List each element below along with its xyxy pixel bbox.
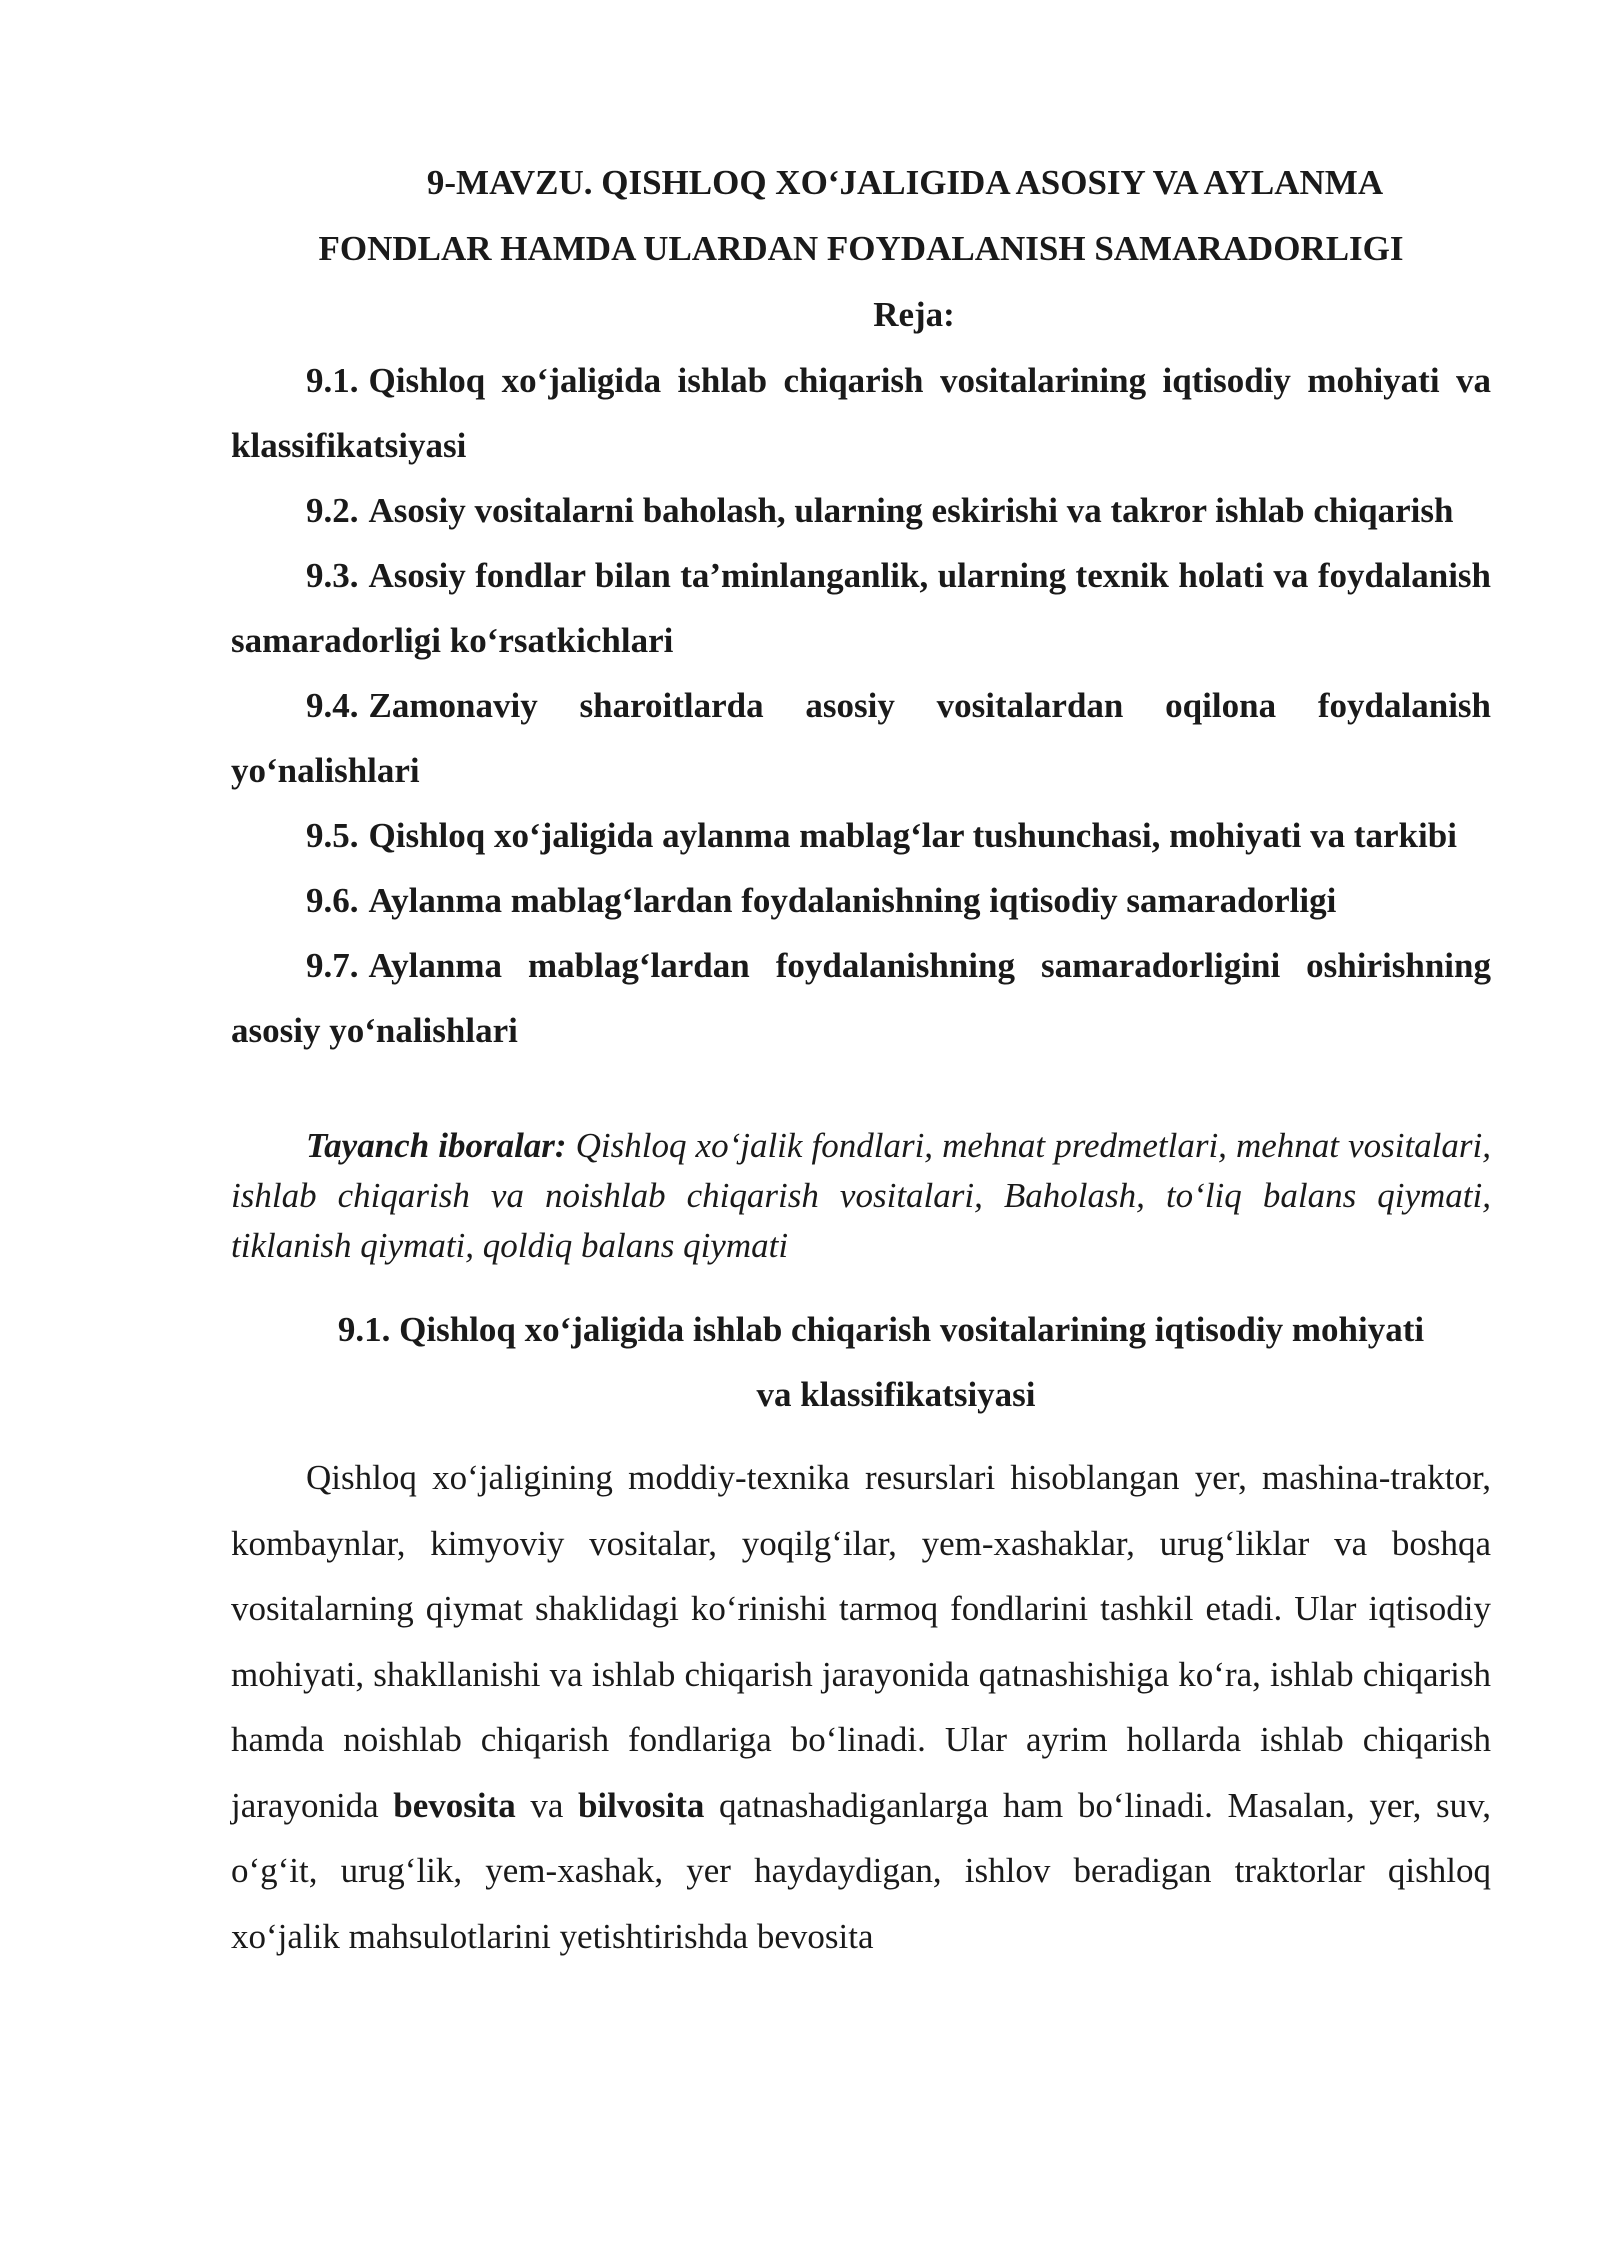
section-heading bbox=[231, 1297, 1491, 1427]
plan-item-number: 9.3. bbox=[306, 556, 359, 595]
body-paragraph bbox=[231, 1445, 1491, 1969]
plan-item-number: 9.2. bbox=[306, 491, 359, 530]
plan-item-number: 9.1. bbox=[306, 361, 359, 400]
plan-item-9-4 bbox=[231, 673, 1491, 803]
body-text-part-1: Qishloq xo‘jaligining moddiy-texnika resurslari hisoblangan yer, mashina-traktor, kombaynlar, kimyoviy vositalar, yoqilg‘ilar, yem-xashaklar, urug‘liklar va boshqa vositalarning qiymat shaklidagi ko‘rinishi tarmoq fondlarini tashkil etadi. Ular iqtisodiy mohiyati, shakllanishi va ishlab chiqarish jarayonida qatnashishiga ko‘ra, ishlab chiqarish hamda noishlab chiqarish fondlariga bo‘linadi. Ular ayrim hollarda ishlab chiqarish jarayonida bbox=[231, 1458, 1491, 1825]
plan-item-text: Asosiy fondlar bilan ta’minlanganlik, ularning texnik holati va foydalanish samaradorligi ko‘rsatkichlari bbox=[231, 556, 1491, 660]
plan-item-text: Asosiy vositalarni baholash, ularning eskirishi va takror ishlab chiqarish bbox=[368, 491, 1454, 530]
page-title-line-2: FONDLAR HAMDA ULARDAN FOYDALANISH SAMARADORLIGI bbox=[318, 229, 1404, 268]
section-heading-line-1: 9.1. Qishloq xo‘jaligida ishlab chiqarish vositalarining iqtisodiy mohiyati bbox=[337, 1310, 1425, 1349]
page-title bbox=[231, 150, 1491, 282]
body-text-part-2: va bbox=[530, 1785, 564, 1825]
keywords-text: Qishloq xo‘jalik fondlari, mehnat predmetlari, mehnat vositalari, ishlab chiqarish va noishlab chiqarish vositalari, Baholash, to‘liq balans qiymati, tiklanish qiymati, qoldiq balans qiymati bbox=[231, 1126, 1491, 1265]
section-heading-line-2: va klassifikatsiyasi bbox=[756, 1375, 1036, 1414]
plan-item-number: 9.7. bbox=[306, 946, 359, 985]
plan-item-text: Aylanma mablag‘lardan foydalanishning samaradorligini oshirishning asosiy yo‘nalishlari bbox=[231, 946, 1491, 1050]
plan-item-number: 9.6. bbox=[306, 881, 359, 920]
body-bold-term-1: bevosita bbox=[393, 1785, 516, 1825]
plan-item-9-1 bbox=[231, 348, 1491, 478]
plan-item-9-6 bbox=[231, 868, 1491, 933]
plan-item-9-5 bbox=[231, 803, 1491, 868]
plan-item-9-2 bbox=[231, 478, 1491, 543]
plan-list bbox=[231, 348, 1491, 1063]
body-bold-term-2: bilvosita bbox=[577, 1785, 705, 1825]
plan-item-9-3 bbox=[231, 543, 1491, 673]
plan-item-text: Qishloq xo‘jaligida aylanma mablag‘lar tushunchasi, mohiyati va tarkibi bbox=[368, 816, 1457, 855]
page-title-line-1: 9-MAVZU. QISHLOQ XO‘JALIGIDA ASOSIY VA AYLANMA bbox=[426, 163, 1384, 202]
plan-item-text: Qishloq xo‘jaligida ishlab chiqarish vositalarining iqtisodiy mohiyati va klassifikatsiyasi bbox=[231, 361, 1491, 465]
plan-item-number: 9.4. bbox=[306, 686, 359, 725]
keywords-paragraph bbox=[231, 1121, 1491, 1271]
keywords-label: Tayanch iboralar: bbox=[306, 1126, 567, 1165]
document-page bbox=[231, 150, 1491, 1969]
plan-item-9-7 bbox=[231, 933, 1491, 1063]
plan-item-text: Aylanma mablag‘lardan foydalanishning iqtisodiy samaradorligi bbox=[368, 881, 1337, 920]
plan-item-text: Zamonaviy sharoitlarda asosiy vositalardan oqilona foydalanish yo‘nalishlari bbox=[231, 686, 1491, 790]
plan-item-number: 9.5. bbox=[306, 816, 359, 855]
body-text-part-3: qatnashadiganlarga ham bo‘linadi. Masalan, yer, suv, o‘g‘it, urug‘lik, yem-xashak, yer haydaydigan, ishlov beradigan traktorlar qishloq xo‘jalik mahsulotlarini yetishtirishda bevosita bbox=[231, 1785, 1492, 1956]
plan-heading: Reja: bbox=[873, 295, 955, 334]
